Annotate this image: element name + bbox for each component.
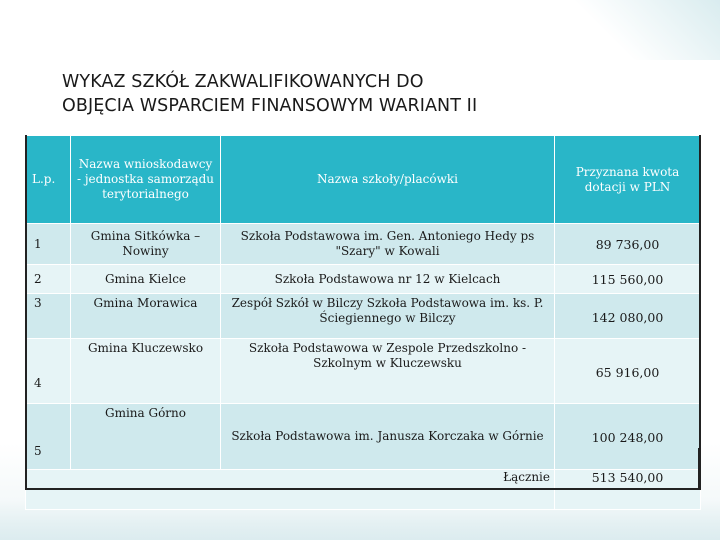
header-lp: L.p.	[26, 136, 71, 224]
total-amount: 513 540,00	[555, 470, 701, 510]
total-row	[26, 470, 701, 510]
row-lp: 3	[26, 294, 71, 339]
page-title	[62, 70, 682, 118]
title-line-2: OBJĘCIA WSPARCIEM FINANSOWYM WARIANT II	[62, 96, 478, 116]
table-row	[26, 294, 701, 339]
row-amount: 100 248,00	[555, 404, 701, 470]
row-amount: 65 916,00	[555, 339, 701, 404]
row-school: Szkoła Podstawowa im. Janusza Korczaka w Górnie	[221, 404, 555, 470]
header-school: Nazwa szkoły/placówki	[221, 136, 555, 224]
table-row	[26, 339, 701, 404]
corner-decoration	[570, 0, 720, 60]
table-header-row	[26, 136, 701, 224]
title-line-1: WYKAZ SZKÓŁ ZAKWALIFIKOWANYCH DO	[62, 72, 424, 92]
row-applicant: Gmina Morawica	[71, 294, 221, 339]
row-lp: 2	[26, 265, 71, 294]
row-lp: 1	[26, 224, 71, 265]
row-amount: 115 560,00	[555, 265, 701, 294]
row-school: Szkoła Podstawowa im. Gen. Antoniego Hedy ps "Szary" w Kowali	[221, 224, 555, 265]
row-amount: 142 080,00	[555, 294, 701, 339]
total-label: Łącznie	[26, 470, 555, 510]
row-applicant: Gmina Sitkówka – Nowiny	[71, 224, 221, 265]
row-school: Szkoła Podstawowa w Zespole Przedszkolno - Szkolnym w Kluczewsku	[221, 339, 555, 404]
table-border-left	[25, 135, 27, 490]
row-applicant: Gmina Kielce	[71, 265, 221, 294]
table-row	[26, 224, 701, 265]
row-applicant: Gmina Kluczewsko	[71, 339, 221, 404]
row-lp: 5	[26, 404, 71, 470]
header-amount: Przyznana kwota dotacji w PLN	[555, 136, 701, 224]
table-row	[26, 265, 701, 294]
row-applicant: Gmina Górno	[71, 404, 221, 470]
row-school: Szkoła Podstawowa nr 12 w Kielcach	[221, 265, 555, 294]
header-applicant: Nazwa wnioskodawcy - jednostka samorządu terytorialnego	[71, 136, 221, 224]
schools-table	[25, 135, 701, 510]
table-row	[26, 404, 701, 470]
row-school: Zespół Szkół w Bilczy Szkoła Podstawowa im. ks. P. Ściegiennego w Bilczy	[221, 294, 555, 339]
row-amount: 89 736,00	[555, 224, 701, 265]
row-lp: 4	[26, 339, 71, 404]
table-border-right	[699, 135, 701, 490]
